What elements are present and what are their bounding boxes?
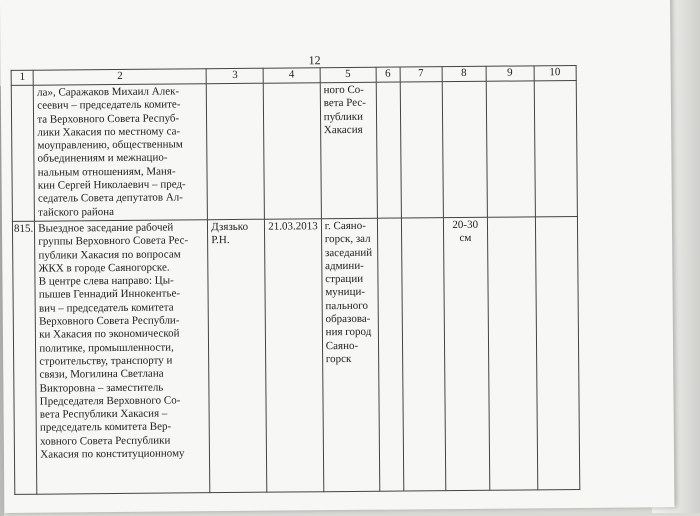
- record-description: Выездное заседание рабочей группы Верховного Совета Рес- публики Хакасия по вопросам ЖКХ в городе Саяногорске. В центре слева направо: Цы- пышев Геннадий Иннокентье- вич – председатель комитета Верховного Совета Республи- ки Хакасия по экономической политике, промышленности, строительству, транспорту и связи, Могилина Светлана Викторовна – заместитель Председателя Верховного Со- вета Республики Хакасия – председатель комитета Вер- ховного Совета Республики Хакасия по конституционному: [35, 220, 210, 494]
- table-row: [12, 216, 579, 494]
- column-header: 1: [11, 70, 33, 85]
- column-header: 4: [263, 68, 320, 83]
- page-number: 12: [308, 53, 321, 68]
- table-row: [11, 80, 577, 221]
- record-description: ла», Саражаков Михаил Алек- сеевич – председатель комите- та Верховного Совета Респуб- лики Хакасия по местному са- моуправлению, общественным объединениям и межнацио- нальным отношениям, Маня- кин Сергей Николаевич – пред- седатель Совета депутатов Ал- тайского района: [33, 84, 207, 221]
- record-author: Дзязько Р.Н.: [208, 219, 267, 492]
- empty-cell: [535, 216, 579, 489]
- record-author: [206, 83, 264, 219]
- column-header: 10: [534, 65, 576, 80]
- empty-cell: [377, 218, 403, 491]
- column-header: 9: [486, 66, 534, 81]
- record-number: 815.: [12, 221, 37, 494]
- record-size: [442, 81, 487, 217]
- record-size: 20-30 см: [443, 217, 489, 490]
- record-number: [11, 85, 34, 221]
- registry-table: [11, 65, 580, 495]
- empty-cell: [401, 218, 445, 491]
- column-header: 6: [376, 67, 400, 82]
- empty-cell: [376, 82, 401, 218]
- record-place: ного Со- вета Рес- публики Хакасия: [320, 82, 377, 218]
- empty-cell: [487, 217, 537, 490]
- column-header: 7: [400, 67, 442, 82]
- empty-cell: [486, 81, 535, 217]
- record-place: г. Саяно- горск, зал заседаний админи- страции муници- пального образова- ния город Саяно- горск: [321, 218, 379, 491]
- record-date: [263, 83, 321, 219]
- empty-cell: [534, 80, 577, 216]
- column-header: 3: [206, 68, 263, 83]
- column-header: 2: [33, 69, 206, 86]
- record-date: 21.03.2013: [265, 219, 324, 492]
- empty-cell: [400, 82, 443, 218]
- column-header: 8: [442, 66, 486, 81]
- column-header: 5: [320, 67, 376, 82]
